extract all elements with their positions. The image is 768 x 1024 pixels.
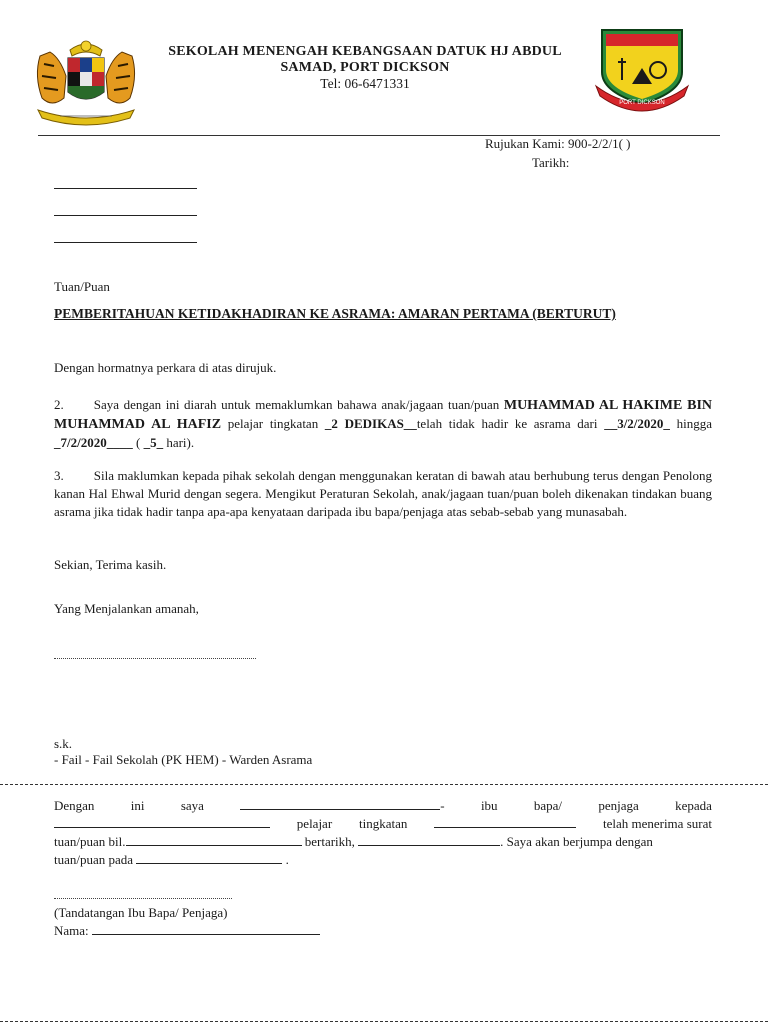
- coat-of-arms-logo: [30, 36, 142, 128]
- meeting-date-field[interactable]: [136, 851, 282, 864]
- paragraph-3-text: Sila maklumkan kepada pihak sekolah dengan menggunakan keratan di bawah atau berhubung terus dengan Penolong kanan Hal Ehwal Murid dengan segera. Mengikut Peraturan Sekolah, anak/jagaan tuan/puan boleh dikenakan tindakan buang asrama jika tidak hadir tanpa apa-apa kenyataan daripada ibu bapa/penjaga atas sebab-sebab yang munasabah.: [54, 468, 712, 519]
- slip-word: bertarikh,: [304, 834, 355, 849]
- letter-date-field[interactable]: [358, 833, 500, 846]
- parent-name-input-line[interactable]: [92, 922, 320, 935]
- signature-line: [54, 658, 256, 659]
- slip-word: saya: [180, 798, 204, 813]
- logo-banner-text: PORT DICKSON: [619, 100, 665, 106]
- sk-label: s.k.: [54, 736, 73, 751]
- signoff-line: Yang Menjalankan amanah,: [54, 601, 199, 616]
- slip-word: Dengan: [54, 798, 95, 813]
- student-form: _2 DEDIKAS__: [324, 416, 417, 431]
- paragraph-2-text-e: (: [132, 435, 144, 450]
- slip-word: telah menerima surat: [602, 816, 712, 831]
- slip-word: tuan/puan pada: [54, 852, 134, 867]
- paragraph-2-text-f: hari).: [163, 435, 195, 450]
- paragraph-3: [54, 467, 712, 521]
- parent-signature-line[interactable]: [54, 898, 232, 899]
- address-line-3: [54, 242, 197, 243]
- letter-subject: PEMBERITAHUAN KETIDAKHADIRAN KE ASRAMA: AMARAN PERTAMA (BERTURUT): [54, 306, 616, 321]
- slip-row-3: [54, 833, 712, 851]
- slip-row-4: [54, 851, 712, 869]
- slip-row-1: [54, 797, 712, 815]
- student-name: MUHAMMAD AL HAKIME BIN MUHAMMAD AL HAFIZ: [54, 398, 712, 432]
- school-name-line1: SEKOLAH MENENGAH KEBANGSAAN DATUK HJ ABDUL: [168, 44, 562, 59]
- sk-distribution-list: - Fail - Fail Sekolah (PK HEM) - Warden Asrama: [54, 752, 313, 767]
- address-line-1: [54, 188, 197, 189]
- absence-date-to: _7/2/2020____: [54, 435, 133, 450]
- absence-date-from: __3/2/2020_: [604, 416, 670, 431]
- paragraph-2: [54, 396, 712, 452]
- paragraph-2-text-a: Saya dengan ini diarah untuk memaklumkan bahawa anak/jagaan tuan/puan: [93, 397, 504, 412]
- slip-row-2: [54, 815, 712, 833]
- cut-line-top: [0, 784, 768, 785]
- paragraph-2-text-c: telah tidak hadir ke asrama dari: [416, 416, 605, 431]
- parent-name-row: [54, 922, 320, 939]
- salutation: Tuan/Puan: [54, 279, 110, 294]
- form-field[interactable]: [434, 815, 576, 828]
- school-telephone: Tel: 06-6471331: [320, 76, 410, 91]
- slip-word: kepada: [675, 798, 712, 813]
- slip-word: . Saya akan berjumpa dengan: [500, 834, 653, 849]
- slip-word: tingkatan: [358, 816, 408, 831]
- paragraph-2-number: 2.: [54, 397, 64, 412]
- cut-line-bottom: [0, 1021, 768, 1022]
- paragraph-2-text-d: hingga: [669, 416, 712, 431]
- closing-line: Sekian, Terima kasih.: [54, 557, 167, 572]
- school-shield-logo: [592, 24, 692, 114]
- school-name-line2: SAMAD, PORT DICKSON: [280, 60, 450, 75]
- reference-number: Rujukan Kami: 900-2/2/1( ): [485, 136, 631, 151]
- slip-word: -: [440, 798, 445, 813]
- parent-name-field[interactable]: [240, 797, 440, 810]
- address-line-2: [54, 215, 197, 216]
- slip-word: penjaga: [598, 798, 639, 813]
- slip-word: ibu: [480, 798, 498, 813]
- absence-days: _5_: [143, 435, 164, 450]
- name-label: Nama:: [54, 923, 89, 938]
- student-name-field[interactable]: [54, 815, 270, 828]
- letter-number-field[interactable]: [126, 833, 302, 846]
- slip-word: bapa/: [533, 798, 563, 813]
- parent-signature-label: (Tandatangan Ibu Bapa/ Penjaga): [54, 905, 228, 920]
- letterhead: [150, 44, 580, 92]
- slip-word: .: [285, 852, 289, 867]
- slip-word: tuan/puan bil.: [54, 834, 126, 849]
- slip-word: ini: [130, 798, 145, 813]
- paragraph-3-number: 3.: [54, 468, 64, 483]
- slip-word: pelajar: [296, 816, 333, 831]
- opening-line: Dengan hormatnya perkara di atas dirujuk.: [54, 360, 277, 375]
- paragraph-2-text-b: pelajar tingkatan: [221, 416, 325, 431]
- date-label: Tarikh:: [532, 155, 570, 170]
